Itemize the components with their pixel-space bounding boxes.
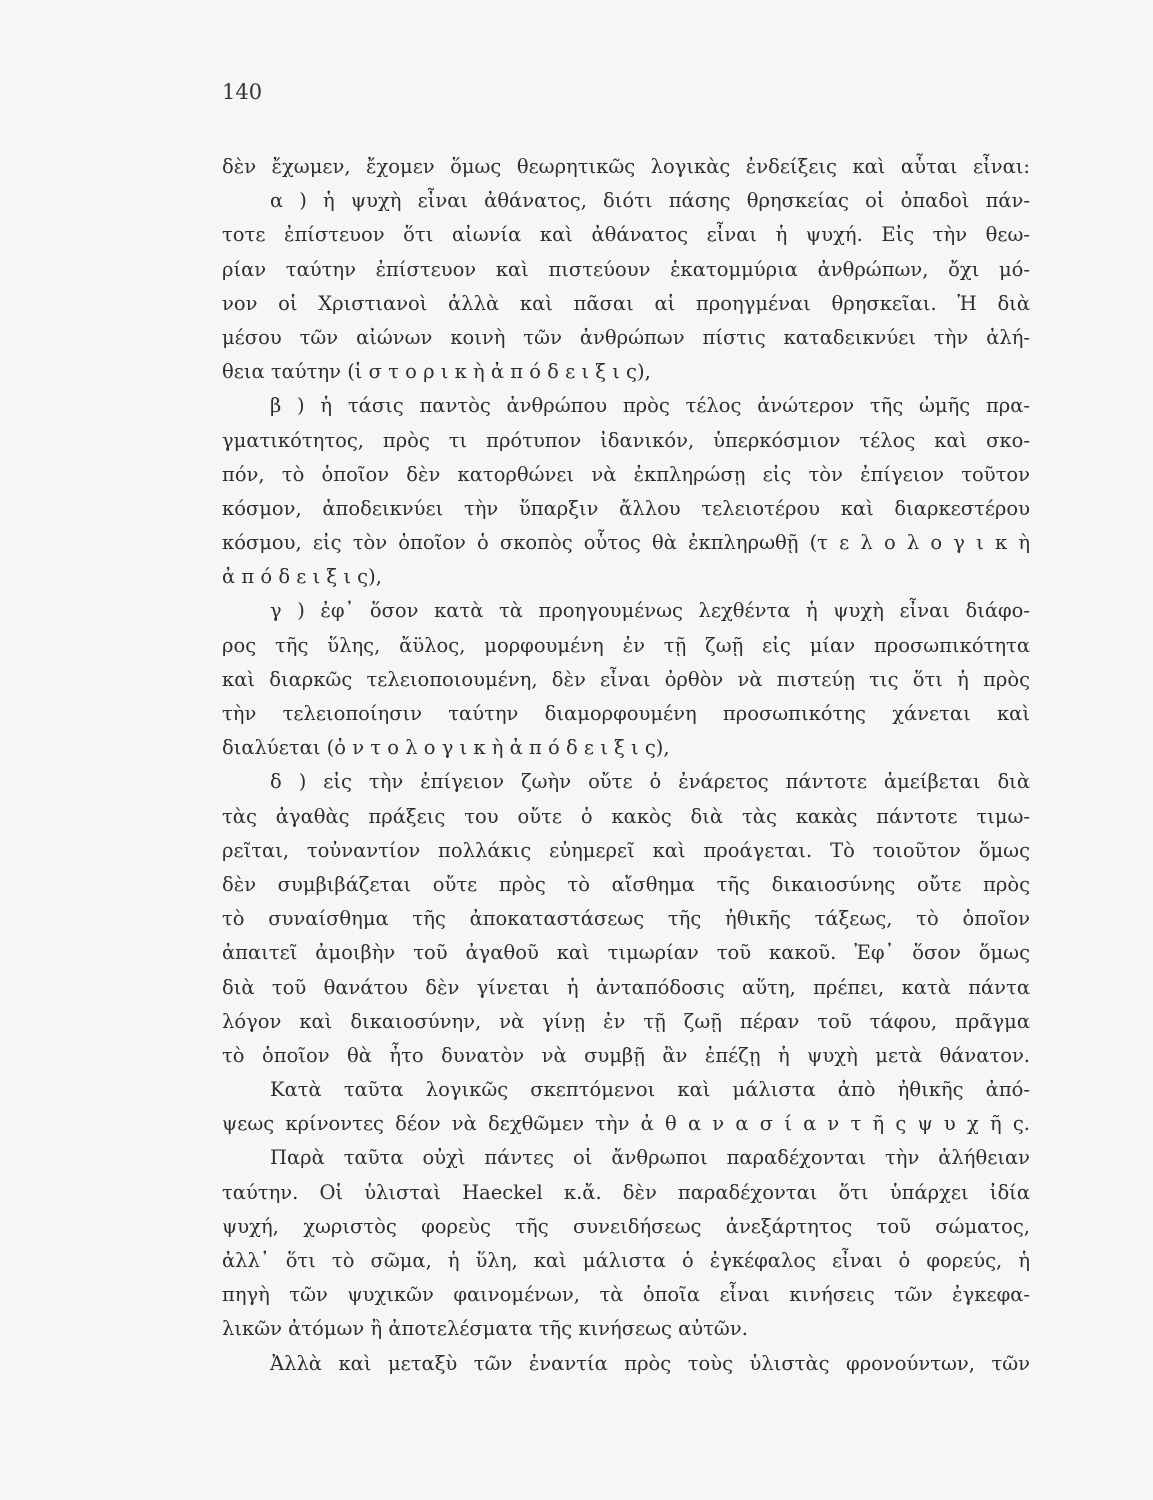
text-line: δὲν ἔχωμεν, ἔχομεν ὅμως θεωρητικῶς λογικὰς ἐνδείξεις καὶ αὗται εἶναι: <box>222 155 1030 178</box>
text-line: θεια ταύτην (ἱ σ τ ο ρ ι κ ὴ ἀ π ό δ ε ι ξ ι ς), <box>222 360 651 384</box>
text-line: τὴν τελειοποίησιν ταύτην διαμορφουμένη προσωπικότης χάνεται καὶ <box>222 702 1030 725</box>
text-line: διὰ τοῦ θανάτου δὲν γίνεται ἡ ἀνταπόδοσις αὕτη, πρέπει, κατὰ πάντα <box>222 975 1030 999</box>
text-line: λικῶν ἀτόμων ἢ ἀποτελέσματα τῆς κινήσεως αὐτῶν. <box>222 1317 748 1341</box>
text-line: ρεῖται, τοὐναντίον πολλάκις εὐημερεῖ καὶ προάγεται. Τὸ τοιοῦτον ὅμως <box>222 838 1030 862</box>
text-line: Κατὰ ταῦτα λογικῶς σκεπτόμενοι καὶ μάλιστα ἀπὸ ἠθικῆς ἀπό- <box>270 1078 1030 1102</box>
text-line: κόσμον, ἀποδεικνύει τὴν ὕπαρξιν ἄλλου τελειοτέρου καὶ διαρκεστέρου <box>222 496 1030 520</box>
page-number: 140 <box>222 80 263 104</box>
text-line: δὲν συμβιβάζεται οὔτε πρὸς τὸ αἴσθημα τῆς δικαιοσύνης οὔτε πρὸς <box>222 872 1030 896</box>
text-line: τὸ συναίσθημα τῆς ἀποκαταστάσεως τῆς ἠθικῆς τάξεως, τὸ ὁποῖον <box>222 907 1030 931</box>
text-line: κόσμου, εἰς τὸν ὁποῖον ὁ σκοπὸς οὗτος θὰ ἐκπληρωθῇ (τ ε λ ο λ ο γ ι κ ὴ <box>222 531 1030 555</box>
text-line: Παρὰ ταῦτα οὐχὶ πάντες οἱ ἄνθρωποι παραδέχονται τὴν ἀλήθειαν <box>270 1146 1030 1170</box>
text-line: νον οἱ Χριστιανοὶ ἀλλὰ καὶ πᾶσαι αἱ προηγμέναι θρησκεῖαι. Ἡ διὰ <box>222 291 1030 315</box>
text-line: ταύτην. Οἱ ὑλισταὶ Haeckel κ.ἄ. δὲν παραδέχονται ὅτι ὑπάρχει ἰδία <box>222 1180 1030 1204</box>
body-text <box>222 150 1030 1381</box>
text-line: ρίαν ταύτην ἐπίστευον καὶ πιστεύουν ἑκατομμύρια ἀνθρώπων, ὄχι μό- <box>222 257 1030 281</box>
text-line: ἀπαιτεῖ ἀμοιβὴν τοῦ ἀγαθοῦ καὶ τιμωρίαν τοῦ κακοῦ. Ἐφ᾽ ὅσον ὅμως <box>222 941 1030 965</box>
text-line: ἀ π ό δ ε ι ξ ι ς), <box>222 565 382 589</box>
text-line: πόν, τὸ ὁποῖον δὲν κατορθώνει νὰ ἐκπληρώσῃ εἰς τὸν ἐπίγειον τοῦτον <box>222 462 1030 486</box>
text-line: λόγον καὶ δικαιοσύνην, νὰ γίνῃ ἐν τῇ ζωῇ πέραν τοῦ τάφου, πρᾶγμα <box>222 1009 1030 1033</box>
text-line: διαλύεται (ὀ ν τ ο λ ο γ ι κ ὴ ἀ π ό δ ε ι ξ ι ς), <box>222 736 670 760</box>
text-line: τὰς ἀγαθὰς πράξεις του οὔτε ὁ κακὸς διὰ τὰς κακὰς πάντοτε τιμω- <box>222 804 1030 828</box>
text-line: γ ) ἐφ᾽ ὅσον κατὰ τὰ προηγουμένως λεχθέντα ἡ ψυχὴ εἶναι διάφο- <box>270 599 1030 623</box>
text-line: πηγὴ τῶν ψυχικῶν φαινομένων, τὰ ὁποῖα εἶναι κινήσεις τῶν ἐγκεφα- <box>222 1283 1030 1307</box>
text-line: α ) ἡ ψυχὴ εἶναι ἀθάνατος, διότι πάσης θρησκείας οἱ ὀπαδοὶ πάν- <box>270 189 1030 213</box>
text-line: μέσου τῶν αἰώνων κοινὴ τῶν ἀνθρώπων πίστις καταδεικνύει τὴν ἀλή- <box>222 325 1030 349</box>
text-line: ρος τῆς ὕλης, ἄϋλος, μορφουμένη ἐν τῇ ζωῇ εἰς μίαν προσωπικότητα <box>222 633 1030 657</box>
text-line: δ ) εἰς τὴν ἐπίγειον ζωὴν οὔτε ὁ ἐνάρετος πάντοτε ἀμείβεται διὰ <box>270 770 1030 794</box>
text-line: ἀλλ᾽ ὅτι τὸ σῶμα, ἡ ὕλη, καὶ μάλιστα ὁ ἐγκέφαλος εἶναι ὁ φορεύς, ἡ <box>222 1249 1030 1272</box>
text-line: γματικότητος, πρὸς τι πρότυπον ἰδανικόν, ὑπερκόσμιον τέλος καὶ σκο- <box>222 428 1030 452</box>
text-line: Ἀλλὰ καὶ μεταξὺ τῶν ἐναντία πρὸς τοὺς ὑλιστὰς φρονούντων, τῶν <box>270 1351 1030 1375</box>
text-line: β ) ἡ τάσις παντὸς ἀνθρώπου πρὸς τέλος ἀνώτερον τῆς ὠμῆς πρα- <box>270 394 1030 418</box>
text-line: ψυχή, χωριστὸς φορεὺς τῆς συνειδήσεως ἀνεξάρτητος τοῦ σώματος, <box>222 1214 1030 1238</box>
text-line: καὶ διαρκῶς τελειοποιουμένη, δὲν εἶναι ὀρθὸν νὰ πιστεύῃ τις ὅτι ἡ πρὸς <box>222 667 1030 691</box>
text-line: ψεως κρίνοντες δέον νὰ δεχθῶμεν τὴν ἀ θ α ν α σ ί α ν τ ῆ ς ψ υ χ ῆ ς. <box>222 1112 1030 1136</box>
text-line: τοτε ἐπίστευον ὅτι αἰωνία καὶ ἀθάνατος εἶναι ἡ ψυχή. Εἰς τὴν θεω- <box>222 223 1030 247</box>
text-line: τὸ ὁποῖον θὰ ἦτο δυνατὸν νὰ συμβῇ ἂν ἐπέζῃ ἡ ψυχὴ μετὰ θάνατον. <box>222 1043 1030 1067</box>
